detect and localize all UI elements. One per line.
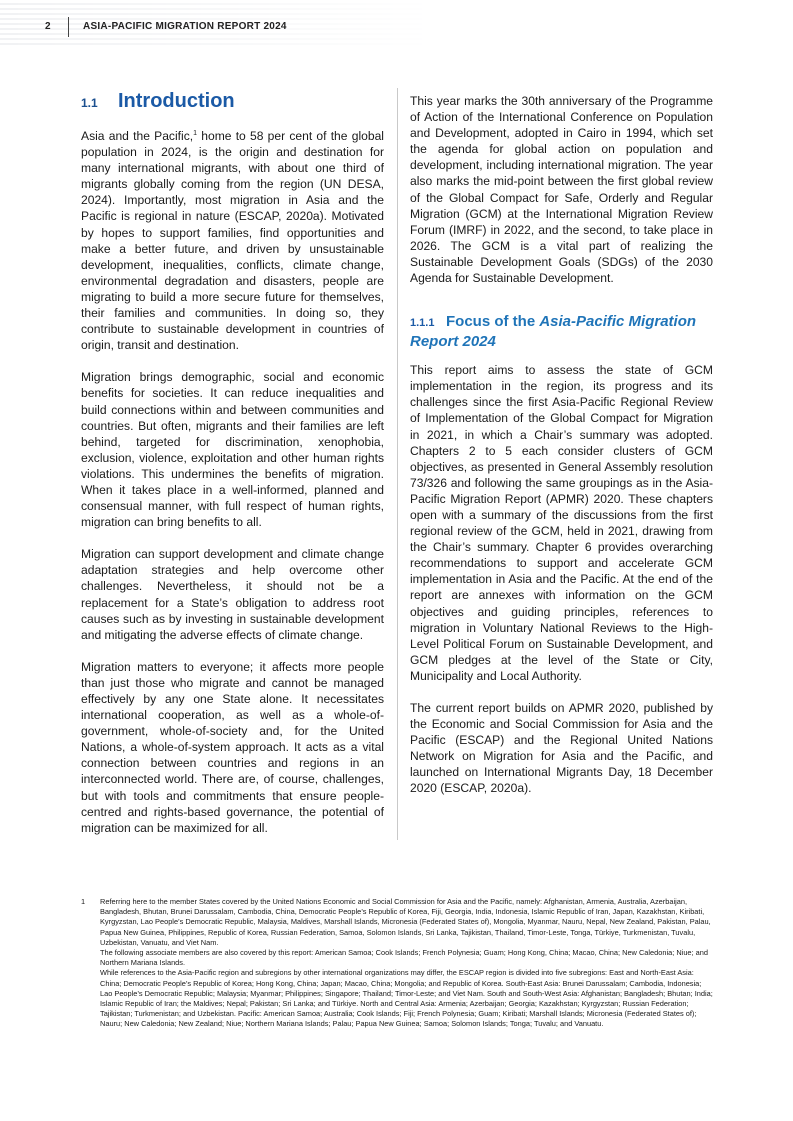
intro-paragraph-4: Migration matters to everyone; it affects more people than just those who migrate and cannot be managed effectively by any one State alone. It necessitates international cooperation, as well as a whole-of-government, whole-of-society and, for the United Nations, a whole-of-system approach. It acts as a vital connection between countries and regions in an interconnected world. There are, of course, challenges, but with tools and commitments that ensure people-centred and rights-based governance, the potential of migration can be maximized for all. [81, 659, 384, 835]
footnotes [81, 897, 713, 1030]
left-column [81, 90, 384, 852]
footnote-body [100, 897, 713, 1030]
anniversary-paragraph: This year marks the 30th anniversary of the Programme of Action of the International Conference on Population and Development, adopted in Cairo in 1994, which set the agenda for global action on population and development, including international migration. The year also marks the mid-point between the first global review of the Global Compact for Safe, Orderly and Regular Migration (GCM) at the International Migration Review Forum (IMRF) in 2022, and the second, to take place in 2026. The GCM is a vital part of realizing the Sustainable Development Goals (SDGs) of the 2030 Agenda for Sustainable Development. [410, 94, 713, 286]
page-number: 2 [45, 21, 51, 32]
footnote-1 [81, 897, 713, 1030]
footnote-ref-1[interactable]: 1 [193, 129, 198, 137]
builds-on-paragraph: The current report builds on APMR 2020, published by the Economic and Social Commission for Asia and the Pacific (ESCAP) and the Regional United Nations Network on Migration for Asia and the Pacific, and launched on International Migrants Day, 18 December 2020 (ESCAP, 2020a). [410, 701, 713, 796]
header-divider [68, 17, 69, 37]
section-heading [81, 90, 384, 113]
intro-paragraph-2: Migration brings demographic, social and economic benefits for societies. It can reduce inequalities and build connections within and between communities and countries. But often, migrants and their families are left behind, targeted for discrimination, xenophobia, exclusion, violence, exploitation and other human rights violations. This undermines the benefits of migration. When it takes place in a well-informed, planned and consensual manner, with full respect of human rights, migration can bring benefits to all. [81, 370, 384, 530]
intro-paragraph-1: Asia and the Pacific,$^1$ home to 58 per cent of the global population in 2024, is the origin and destination for many international migrants, with about one third of migrants globally coming from the region (UN DESA, 2024). Importantly, most migration in Asia and the Pacific is regional in nature (ESCAP, 2020a). Motivated by hopes to support families, find opportunities and make a better future, and driven by unsustainable development, inequalities, conflicts, climate change, environmental degradation and disasters, people are migrating to build a more secure future for themselves, their families and communities. In doing so, they contribute to sustainable development in countries of origin, transit and destination. [81, 129, 384, 353]
footnote-subregions: While references to the Asia-Pacific region and subregions by other international organizations may differ, the ESCAP region is divided into five subregions: East and North-East Asia: China; Democratic People’s Republic of Korea; Hong Kong, China; Japan; Macao, China; Mongolia; and Republic of Korea. South-East Asia: Brunei Darussalam; Cambodia, Indonesia; Lao People’s Democratic Republic; Malaysia; Myanmar; Philippines; Singapore; Thailand; Timor-Leste; and Viet Nam. South and South-West Asia: Afghanistan; Bangladesh; Bhutan; India; Islamic Republic of Iran; the Maldives; Nepal; Pakistan; Sri Lanka; and Türkiye. North and Central Asia: Armenia; Azerbaijan; Georgia; Kazakhstan; Kyrgyzstan; Russian Federation; Tajikistan; Turkmenistan; and Uzbekistan. Pacific: American Samoa; Australia; Cook Islands; Fiji; French Polynesia; Guam; Kiribati; Marshall Islands; Micronesia (Federated States of); Nauru; New Caledonia; New Zealand; Niue; Northern Mariana Islands; Palau; Papua New Guinea; Samoa; Solomon Islands; Tonga; Tuvalu; and Vanuatu. [100, 968, 713, 1029]
section-title: Introduction [118, 90, 235, 112]
intro-paragraph-3: Migration can support development and climate change adaptation strategies and help overcome other challenges. Nevertheless, it should not be a replacement for a State’s obligation to address root causes such as by investing in sustainable development and mitigating the adverse effects of climate change. [81, 547, 384, 642]
column-divider [397, 88, 398, 840]
report-aims-paragraph: This report aims to assess the state of GCM implementation in the region, its progress and its challenges since the first Asia-Pacific Regional Review of Implementation of the Global Compact for Migration in 2021, in which a Chair’s summary was adopted. Chapters 2 to 5 each consider clusters of GCM objectives, as presented in General Assembly resolution 73/326 and following the same groupings as in the Asia-Pacific Migration Report (APMR) 2020. These chapters open with a summary of the discussions from the first regional review of the GCM, held in 2021, drawing from the Chair’s summary. Chapter 6 provides overarching recommendations to support and accelerate GCM implementation in Asia and the Pacific. At the end of the report are annexes with information on the GCM objectives and guiding principles, references to migration in Voluntary National Reviews to the High-Level Political Forum on Sustainable Development, and GCM pledges at the level of the State or City, Municipality and Local Authority. [410, 363, 713, 683]
subsection-title: Focus of the Asia-Pacific Migration Report 2024 [410, 313, 697, 351]
right-column [410, 93, 713, 813]
footnote-member-states: Referring here to the member States covered by the United Nations Economic and Social Commission for Asia and the Pacific, namely: Afghanistan, Armenia, Australia, Azerbaijan, Bangladesh, Bhutan, Brunei Darussalam, Cambodia, China, Democratic People’s Republic of Korea, Fiji, Georgia, India, Indonesia, Islamic Republic of Iran, Japan, Kazakhstan, Kiribati, Kyrgyzstan, Lao People’s Democratic Republic, Malaysia, Maldives, Marshall Islands, Micronesia (Federated States of), Mongolia, Myanmar, Nauru, Nepal, New Zealand, Pakistan, Palau, Papua New Guinea, Philippines, Republic of Korea, Russian Federation, Samoa, Solomon Islands, Sri Lanka, Tajikistan, Thailand, Timor-Leste, Tonga, Türkiye, Turkmenistan, Tuvalu, Uzbekistan, Vanuatu, and Viet Nam. [100, 897, 711, 947]
footnote-associate-members: The following associate members are also covered by this report: American Samoa; Cook Islands; French Polynesia; Guam; Hong Kong, China; Macao, China; New Caledonia; Niue; and Northern Mariana Islands. [100, 948, 708, 968]
subsection-number: 1.1.1 [410, 317, 435, 330]
running-header-title: ASIA-PACIFIC MIGRATION REPORT 2024 [83, 21, 287, 32]
footnote-number: 1 [81, 897, 86, 906]
section-number: 1.1 [81, 96, 98, 110]
subsection-heading [410, 312, 713, 352]
